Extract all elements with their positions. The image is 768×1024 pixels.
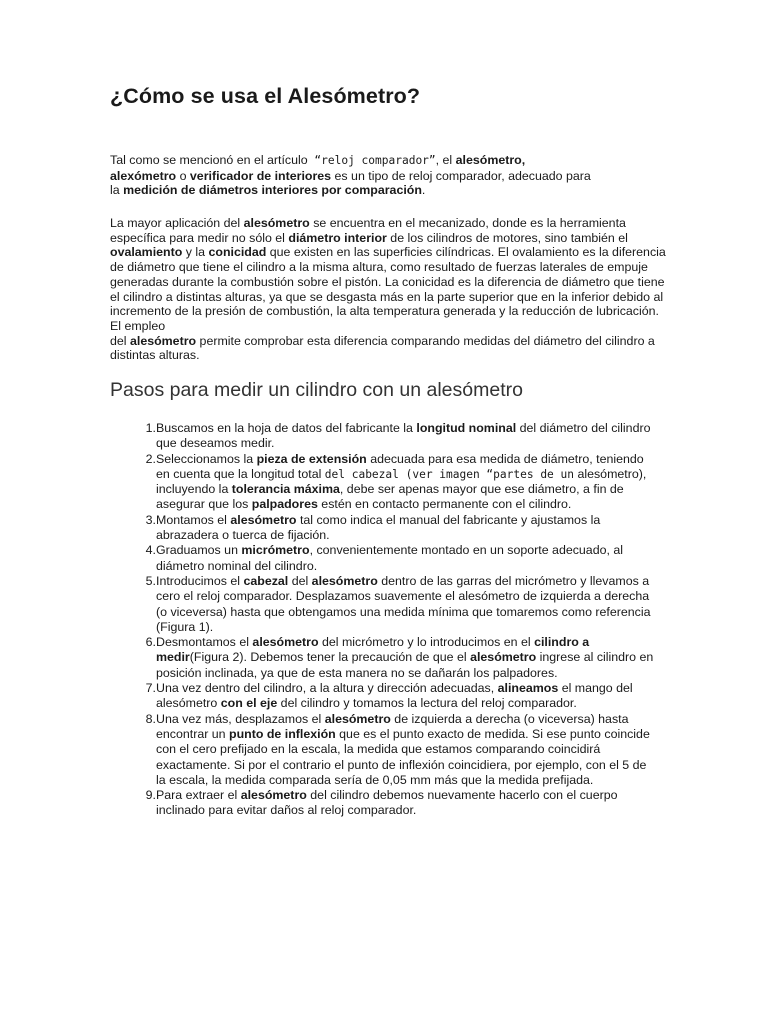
text-run: del micrómetro y lo introducimos en el bbox=[318, 635, 535, 650]
bold-term: palpadores bbox=[251, 497, 318, 512]
list-number: 8. bbox=[145, 711, 156, 726]
list-item bbox=[110, 421, 658, 452]
list-item-text bbox=[156, 452, 658, 513]
text-run: Una vez más, desplazamos el bbox=[156, 711, 325, 726]
text-run: Tal como se mencionó en el artículo bbox=[110, 153, 308, 167]
bold-term: alexómetro bbox=[110, 168, 177, 183]
text-run: La mayor aplicación del bbox=[110, 216, 244, 230]
text-run: tal como indica el manual del fabricante y ajustamos la abrazadera o tuerca de fijación. bbox=[156, 512, 601, 543]
list-item bbox=[110, 681, 658, 712]
bold-term: conicidad bbox=[208, 245, 267, 260]
bold-term: cilindro a medir bbox=[156, 635, 590, 665]
application-paragraph bbox=[110, 216, 670, 363]
bold-term: alesómetro bbox=[240, 788, 307, 803]
bold-term: alesómetro bbox=[243, 216, 310, 230]
text-run: adecuada para esa medida de diámetro, teniendo en cuenta que la longitud total bbox=[156, 451, 644, 481]
list-item-text bbox=[156, 712, 658, 788]
list-item bbox=[110, 635, 658, 681]
text-run: Montamos el bbox=[156, 512, 231, 527]
list-item-text bbox=[156, 681, 658, 712]
list-number: 7. bbox=[145, 681, 156, 696]
text-run: de los cilindros de motores, sino también el bbox=[386, 230, 628, 245]
steps-list bbox=[110, 421, 658, 819]
bold-term: ovalamiento bbox=[110, 245, 183, 260]
text-run: que existen en las superficies cilíndricas. El ovalamiento es la diferencia de diámetro que tiene el cilindro a la misma altura, como resultado de fuerzas laterales de empuje generadas durante la combustión sobre el pistón. La conicidad es la diferencia de diámetro que tiene el cilindro a distintas alturas, ya que se desgasta más en la parte superior que en la inferior debido al incremento de la presión de combustión, la alta temperatura generada y la reducción de lubricación. El empleo bbox=[110, 245, 666, 333]
bold-term: alesómetro bbox=[230, 512, 297, 527]
bold-term: alesómetro bbox=[252, 635, 319, 650]
text-run: del cilindro debemos nuevamente hacerlo con el cuerpo inclinado para evitar daños al reloj comparador. bbox=[156, 788, 618, 818]
list-item-text bbox=[156, 543, 658, 574]
text-run: Seleccionamos la bbox=[156, 451, 257, 466]
image-reference: del cabezal (ver imagen “partes de un bbox=[324, 467, 574, 481]
text-run: permite comprobar esta diferencia comparando medidas del diámetro del cilindro a distintas alturas. bbox=[110, 333, 655, 363]
list-number: 2. bbox=[145, 451, 156, 466]
text-run: se encuentra en el mecanizado, donde es la herramienta específica para medir no sólo el bbox=[110, 216, 626, 245]
text-run: del cilindro y tomamos la lectura del reloj comparador. bbox=[277, 696, 577, 711]
list-number: 9. bbox=[145, 788, 156, 803]
bold-term: tolerancia máxima bbox=[231, 482, 340, 497]
bold-term: verificador de interiores bbox=[189, 168, 332, 183]
list-number: 3. bbox=[145, 512, 156, 527]
section-heading: Pasos para medir un cilindro con un alesómetro bbox=[110, 379, 523, 401]
list-number: 1. bbox=[145, 421, 156, 435]
bold-term: medición de diámetros interiores por comparación bbox=[123, 183, 422, 198]
text-run: o bbox=[176, 168, 190, 183]
list-item bbox=[110, 513, 658, 544]
text-run: . bbox=[421, 183, 426, 198]
bold-term: alesómetro bbox=[470, 650, 537, 665]
list-item-text bbox=[156, 635, 658, 681]
bold-term: alesómetro bbox=[324, 711, 391, 726]
list-item bbox=[110, 452, 658, 513]
text-run: de izquierda a derecha (o viceversa) hasta encontrar un bbox=[156, 711, 629, 741]
text-run: del diámetro del cilindro que deseamos medir. bbox=[156, 421, 651, 451]
text-run: estén en contacto permanente con el cilindro. bbox=[317, 497, 572, 512]
text-run: es un tipo de reloj comparador, adecuado para bbox=[331, 168, 591, 183]
bold-term: pieza de extensión bbox=[256, 451, 367, 466]
text-run: del bbox=[110, 333, 130, 348]
list-number: 6. bbox=[145, 635, 156, 650]
text-run: la bbox=[110, 183, 124, 198]
text-run: y la bbox=[182, 245, 209, 260]
text-run: , convenientemente montado en un soporte adecuado, al diámetro nominal del cilindro. bbox=[156, 543, 624, 573]
bold-term: punto de inflexión bbox=[229, 726, 336, 741]
bold-term: diámetro interior bbox=[288, 230, 387, 245]
text-run: Para extraer el bbox=[156, 788, 241, 803]
list-item-text bbox=[156, 788, 658, 819]
text-run: el mango del alesómetro bbox=[156, 681, 633, 711]
bold-term: longitud nominal bbox=[416, 421, 517, 435]
list-item-text bbox=[156, 574, 658, 635]
text-run: alesómetro), incluyendo la bbox=[156, 466, 647, 497]
bold-term: micrómetro bbox=[241, 543, 310, 558]
text-run: dentro de las garras del micrómetro y llevamos a cero el reloj comparador. Desplazamos suavemente el alesómetro de izquierda a derecha (o viceversa) hasta que obtengamos una medida mínima que tomaremos como referencia (Figura 1). bbox=[156, 573, 651, 634]
page-title: ¿Cómo se usa el Alesómetro? bbox=[110, 84, 421, 108]
text-run: del bbox=[288, 573, 312, 588]
list-item-text bbox=[156, 513, 658, 544]
list-item bbox=[110, 712, 658, 788]
bold-term: alesómetro bbox=[311, 573, 378, 588]
text-run: , debe ser apenas mayor que ese diámetro, a fin de asegurar que los bbox=[156, 482, 624, 512]
intro-paragraph bbox=[110, 153, 670, 198]
text-run: , el bbox=[435, 153, 456, 167]
text-run: ingrese al cilindro en posición inclinada, ya que de esta manera no se dañarán los palpadores. bbox=[156, 650, 654, 680]
list-number: 5. bbox=[145, 573, 156, 588]
list-item bbox=[110, 543, 658, 574]
bold-term: con el eje bbox=[220, 696, 278, 711]
bold-term: alineamos bbox=[497, 681, 559, 696]
bold-term: cabezal bbox=[243, 573, 289, 588]
article-reference: “reloj comparador” bbox=[307, 154, 436, 167]
text-run: Una vez dentro del cilindro, a la altura y dirección adecuadas, bbox=[156, 681, 498, 696]
bold-term: alesómetro bbox=[129, 333, 197, 348]
text-run: Graduamos un bbox=[156, 543, 242, 558]
list-item-text bbox=[156, 421, 658, 452]
list-number: 4. bbox=[145, 543, 156, 558]
bold-term: alesómetro, bbox=[455, 153, 526, 167]
list-item bbox=[110, 574, 658, 635]
text-run: que es el punto exacto de medida. Si ese punto coincide con el cero prefijado en la escala, la medida que estamos comparando coincidirá exactamente. Si por el contrario el punto de inflexión coincidiera, por ejemplo, con el 5 de la escala, la medida comparada sería de 0,05 mm más que la medida prefijada. bbox=[156, 726, 650, 787]
text-run: Desmontamos el bbox=[156, 635, 253, 650]
text-run: Introducimos el bbox=[156, 573, 244, 588]
list-item bbox=[110, 788, 658, 819]
text-run: Buscamos en la hoja de datos del fabricante la bbox=[156, 421, 417, 435]
text-run: (Figura 2). Debemos tener la precaución de que el bbox=[189, 650, 471, 665]
